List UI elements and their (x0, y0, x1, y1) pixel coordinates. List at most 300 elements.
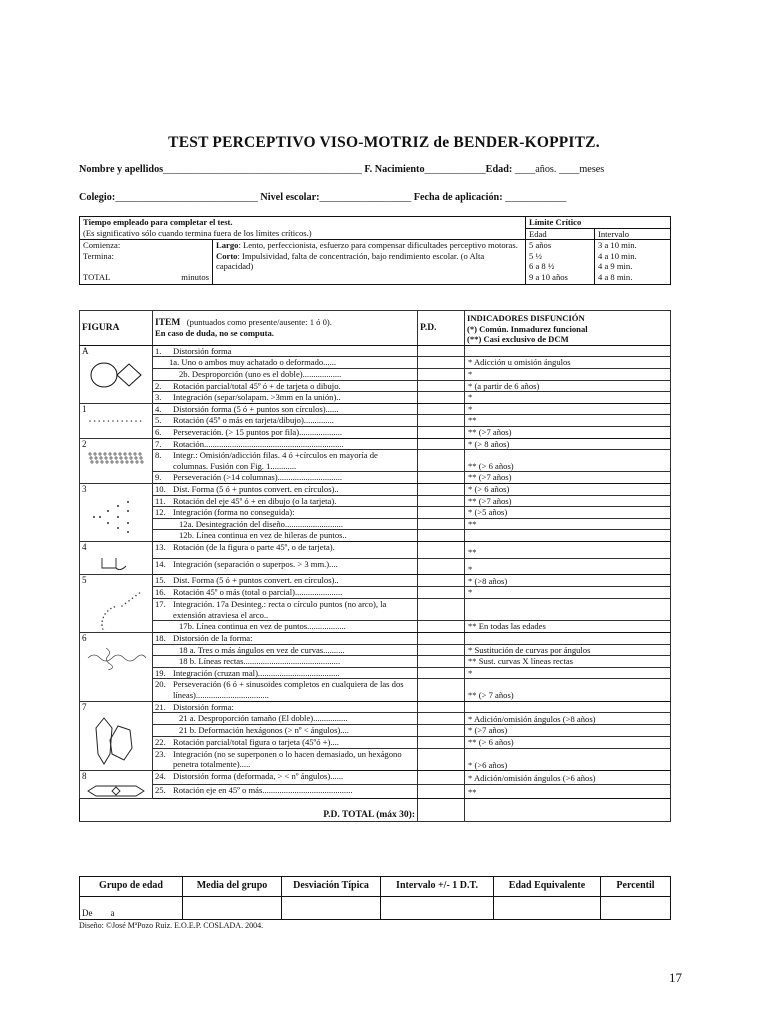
pd-score-cell[interactable] (418, 450, 465, 472)
indicator-cell: ** (> 6 años) (465, 736, 671, 748)
total-row (80, 798, 671, 821)
anos-field[interactable]: ____ (514, 164, 536, 175)
pd-score-cell[interactable] (418, 472, 465, 484)
item-cell (153, 701, 418, 713)
total-score-cell[interactable] (418, 798, 465, 821)
table-row (80, 713, 671, 725)
item-number: 10. (155, 483, 166, 494)
pd-score-cell[interactable] (418, 530, 465, 542)
figure-label: 6 (82, 633, 87, 644)
time-title-cell (80, 217, 526, 240)
item-text: 18 a. Tres o más ángulos en vez de curvas.......... (179, 644, 345, 655)
item-text: 21 b. Deformación hexágonos (> nº < ángulos).... (179, 725, 349, 736)
limite-title: Límite Crítico (526, 217, 670, 229)
indicator-cell (465, 345, 671, 357)
table-row (80, 426, 671, 438)
edad-value: 9 a 10 años (529, 271, 568, 282)
colegio-field[interactable]: ____________________________ (115, 192, 258, 203)
table-row (80, 679, 671, 701)
table-row (80, 357, 671, 369)
figure-sketch-icon (82, 416, 150, 426)
grupo-edad-value[interactable]: De a (80, 897, 183, 920)
indicator-cell: * Adicción u omisión ángulos (465, 357, 671, 369)
pd-score-cell[interactable] (418, 541, 465, 558)
fecha-label: Fecha de aplicación: (413, 192, 503, 203)
item-number (155, 645, 179, 656)
indicator-cell: * (465, 368, 671, 380)
indicator-cell: ** (465, 415, 671, 427)
item-number: 21. (155, 701, 166, 712)
col-grupo-edad: Grupo de edad (80, 877, 183, 897)
credit-line: Diseño: ©José MªPozo Ruiz. E.O.E.P. COSLADA. 2004. (79, 921, 264, 930)
pd-score-cell[interactable] (418, 392, 465, 404)
item-text: 18 b. Líneas rectas............................................. (179, 656, 341, 667)
intervalo-value[interactable] (381, 897, 494, 920)
item-cell (153, 598, 418, 620)
item-text: Distorsión forma (deformada, > < nº ángulos)...... (173, 771, 344, 782)
item-cell (153, 415, 418, 427)
item-number (155, 357, 169, 368)
nacimiento-field[interactable]: ____________ (424, 164, 486, 175)
item-number: 25. (155, 785, 166, 796)
figure-label: 5 (82, 575, 87, 586)
item-text: Perseveración (>14 columnas).............................. (173, 472, 343, 483)
item-cell (153, 507, 418, 519)
nacimiento-label: F. Nacimiento (364, 164, 425, 175)
col-intervalo-header: Intervalo (598, 228, 630, 239)
figure-cell (80, 345, 153, 403)
table-row (80, 725, 671, 737)
termina-label: Termina: (83, 250, 114, 261)
pd-score-cell[interactable] (418, 507, 465, 519)
pd-score-cell[interactable] (418, 771, 465, 785)
table-row (80, 518, 671, 530)
pd-score-cell[interactable] (418, 415, 465, 427)
item-number: 12. (155, 507, 166, 518)
indicator-cell: ** (465, 518, 671, 530)
indicator-cell: * (> 8 años) (465, 438, 671, 450)
total-label: TOTAL (83, 271, 111, 282)
indicadores-header (465, 311, 671, 346)
intervalo-cell (595, 240, 671, 285)
result-table (79, 876, 671, 920)
item-text: Perseveración (6 ó + sinusoides completos en cualquiera de las dos líneas).................................. (173, 679, 404, 701)
table-row (80, 667, 671, 679)
item-text: 2b. Desproporción (uno es el doble).................. (179, 368, 342, 379)
figure-cell (80, 633, 153, 702)
item-cell (153, 785, 418, 799)
item-header-note2: En caso de duda, no se computa. (155, 328, 274, 339)
indicator-cell: * (465, 667, 671, 679)
item-number: 4. (155, 403, 162, 414)
table-row (80, 483, 671, 495)
item-text: Distorsión forma: (173, 701, 234, 712)
item-cell (153, 357, 418, 369)
figure-label: 7 (82, 701, 87, 712)
item-header-note: (puntuados como presente/ausente: 1 ó 0). (186, 316, 332, 327)
edad-value: 5 ½ (529, 250, 542, 261)
item-cell (153, 771, 418, 785)
item-cell (153, 530, 418, 542)
item-number: 11. (155, 495, 166, 506)
pd-score-cell[interactable] (418, 495, 465, 507)
table-row (80, 392, 671, 404)
item-text: Rotación parcial/total figura o tarjeta (45ºó +).... (173, 736, 339, 747)
item-number: 17. (155, 598, 166, 609)
colegio-label: Colegio: (79, 192, 116, 203)
minutos-label: minutos (181, 271, 209, 282)
item-number: 3. (155, 392, 162, 403)
item-number: 7. (155, 438, 162, 449)
percentil-value[interactable] (601, 897, 671, 920)
nivel-label: Nivel escolar: (260, 192, 320, 203)
indicator-cell: * (>5 años) (465, 507, 671, 519)
table-row (80, 507, 671, 519)
table-row (80, 633, 671, 645)
item-number: 18. (155, 633, 166, 644)
item-cell (153, 656, 418, 668)
item-text: Integración (separación o superpos. > 3 mm.).... (173, 558, 338, 569)
indicator-cell (465, 598, 671, 620)
col-edad-equivalente: Edad Equivalente (494, 877, 601, 897)
item-text: Distorsión forma (5 ó + puntos son círculos)...... (173, 403, 339, 414)
desviacion-value[interactable] (282, 897, 381, 920)
pd-score-cell[interactable] (418, 656, 465, 668)
item-header (153, 311, 418, 346)
edad-label: Edad: (485, 164, 513, 175)
pd-score-cell[interactable] (418, 558, 465, 575)
item-number: 23. (155, 748, 166, 759)
item-text: Dist. Forma (5 ó + puntos convert. en círculos).. (173, 483, 339, 494)
limite-header-cell (526, 217, 671, 240)
item-number: 19. (155, 667, 166, 678)
indicator-cell: * (465, 392, 671, 404)
figure-sketch-icon (82, 714, 150, 770)
edad-equivalente-value[interactable] (494, 897, 601, 920)
nombre-field[interactable]: _______________________________________ (163, 164, 362, 175)
comienza-label: Comienza: (83, 240, 121, 251)
item-number: 15. (155, 575, 166, 586)
item-text: Integración (no se superponen o lo hacen demasiado, un hexágono penetra totalmente)..... (173, 748, 402, 770)
nivel-field[interactable]: __________________ (319, 192, 412, 203)
figure-sketch-icon (82, 358, 150, 392)
largo-text: : Lento, perfeccionista, esfuerzo para compensar dificultades perceptivo motoras. (238, 240, 518, 251)
time-desc-cell (213, 240, 526, 285)
edad-value: 5 años (529, 240, 552, 251)
item-number: 24. (155, 771, 166, 782)
figure-label: 3 (82, 483, 87, 494)
intervalo-value: 4 a 10 min. (598, 250, 637, 261)
indicator-cell: * (>8 años) (465, 575, 671, 587)
pd-score-cell[interactable] (418, 380, 465, 392)
item-text: 17b. Línea continua en vez de puntos.................. (179, 621, 346, 632)
table-row (80, 530, 671, 542)
indicator-cell: * (465, 587, 671, 599)
figure-cell (80, 701, 153, 771)
table-row (80, 415, 671, 427)
item-cell (153, 472, 418, 484)
figure-label: 2 (82, 438, 87, 449)
header-line-1 (79, 164, 679, 175)
figure-sketch-icon (82, 451, 150, 465)
indicator-cell: ** (>7 años) (465, 495, 671, 507)
indicator-cell (465, 701, 671, 713)
indicadores-comun: (*) Común. Inmadurez funcional (467, 323, 588, 334)
table-row (80, 587, 671, 599)
item-cell (153, 575, 418, 587)
table-row (80, 450, 671, 472)
media-value[interactable] (183, 897, 282, 920)
pd-score-cell[interactable] (418, 587, 465, 599)
edad-cell (526, 240, 595, 285)
table-row (80, 403, 671, 415)
intervalo-value: 4 a 8 min. (598, 271, 633, 282)
item-cell (153, 495, 418, 507)
time-table (79, 216, 671, 285)
figure-sketch-icon (82, 588, 150, 632)
item-cell (153, 368, 418, 380)
corto-text: : Impulsividad, falta de concentración, bajo rendimiento escolar. (o Alta capacidad) (216, 250, 485, 272)
item-text: Integración (forma no conseguida): (173, 507, 295, 518)
item-number (155, 725, 179, 736)
edad-value: 6 a 8 ½ (529, 261, 555, 272)
item-text: Integr.: Omisión/adicción filas. 4 ó +círculos en mayoría de columnas. Fusión con Fig. 1............ (173, 450, 378, 471)
pd-score-cell[interactable] (418, 644, 465, 656)
table-row (80, 380, 671, 392)
figure-cell (80, 438, 153, 483)
indicator-cell: * (> 6 años) (465, 483, 671, 495)
figure-sketch-icon (82, 497, 150, 537)
item-cell (153, 621, 418, 633)
anos-label: años. (535, 164, 557, 175)
item-number (155, 519, 179, 530)
figure-sketch-icon (82, 646, 150, 670)
pd-score-cell[interactable] (418, 518, 465, 530)
indicator-cell: ** (465, 785, 671, 799)
indicator-cell: ** (>7 años) (465, 472, 671, 484)
col-edad-header: Edad (526, 229, 595, 240)
table-row (80, 785, 671, 799)
item-number: 14. (155, 558, 166, 569)
table-row (80, 748, 671, 771)
pd-score-cell[interactable] (418, 345, 465, 357)
table-row (80, 644, 671, 656)
item-cell (153, 748, 418, 771)
item-text: Rotación................................................................. (173, 438, 344, 449)
meses-label: meses (579, 164, 605, 175)
intervalo-value: 3 a 10 min. (598, 240, 637, 251)
col-percentil: Percentil (601, 877, 671, 897)
table-row (80, 575, 671, 587)
pd-score-cell[interactable] (418, 785, 465, 799)
pd-score-cell[interactable] (418, 403, 465, 415)
indicator-cell (465, 633, 671, 645)
figure-label: A (82, 345, 89, 356)
figure-cell (80, 403, 153, 438)
col-media: Media del grupo (183, 877, 282, 897)
item-cell (153, 345, 418, 357)
item-number: 6. (155, 426, 162, 437)
header-line-2 (79, 192, 679, 203)
item-cell (153, 679, 418, 701)
item-text: Rotación parcial/total 45º ó + de tarjeta o dibujo. (173, 380, 341, 391)
table-row (80, 541, 671, 558)
item-text: Perseveración. (> 15 puntos por fila).................... (173, 426, 343, 437)
indicator-cell: ** Sust. curvas X líneas rectas (465, 656, 671, 668)
table-row (80, 438, 671, 450)
pd-score-cell[interactable] (418, 725, 465, 737)
item-number (155, 621, 179, 632)
item-cell (153, 633, 418, 645)
item-cell (153, 587, 418, 599)
item-text: Rotación eje en 45º o más.......................................... (173, 785, 353, 796)
pd-score-cell[interactable] (418, 368, 465, 380)
pd-score-cell[interactable] (418, 357, 465, 369)
item-cell (153, 483, 418, 495)
indicator-cell: * Adición/omisión ángulos (>6 años) (465, 771, 671, 785)
item-cell (153, 558, 418, 575)
item-text: 1a. Uno o ambos muy achatado o deformado...... (169, 357, 337, 368)
table-row (80, 345, 671, 357)
item-text: Integración (cruzan mal)...................................... (173, 667, 340, 678)
table-row (80, 656, 671, 668)
pd-score-cell[interactable] (418, 621, 465, 633)
figure-cell (80, 541, 153, 575)
indicator-cell: ** (>7 años) (465, 426, 671, 438)
item-text: 21 a. Desproporción tamaño (El doble)................ (179, 713, 348, 724)
indicator-cell (465, 530, 671, 542)
figure-label: 4 (82, 541, 87, 552)
item-cell (153, 725, 418, 737)
table-row (80, 771, 671, 785)
scoring-body (80, 345, 671, 821)
indicator-cell: * Sustitución de curvas por ángulos (465, 644, 671, 656)
figure-cell (80, 771, 153, 799)
item-text: Integración (separ/solapam. >3mm en la unión).. (173, 392, 341, 403)
item-number: 13. (155, 541, 166, 552)
indicator-cell: ** (> 6 años) (465, 450, 671, 472)
item-text: Integración. 17a Desinteg.: recta o círculo puntos (no arco), la extensión atraviesa el arco.. (173, 598, 387, 620)
item-number (155, 530, 179, 541)
table-row (80, 368, 671, 380)
indicadores-title: INDICADORES DISFUNCIÓN (467, 313, 585, 323)
item-cell (153, 438, 418, 450)
item-text: Distorsión forma (173, 345, 232, 356)
indicator-cell: * Adición/omisión ángulos (>8 años) (465, 713, 671, 725)
scoring-table (79, 310, 671, 822)
item-header-label: ITEM (155, 317, 181, 328)
item-text: Rotación del eje 45º ó + en dibujo (o la tarjeta). (173, 495, 337, 506)
pd-score-cell[interactable] (418, 736, 465, 748)
item-cell (153, 667, 418, 679)
item-number: 9. (155, 472, 162, 483)
indicator-cell: * (a partir de 6 años) (465, 380, 671, 392)
pd-score-cell[interactable] (418, 667, 465, 679)
meses-field[interactable]: ____ (559, 164, 580, 175)
item-cell (153, 450, 418, 472)
item-cell (153, 713, 418, 725)
table-row (80, 701, 671, 713)
pd-score-cell[interactable] (418, 426, 465, 438)
item-cell (153, 403, 418, 415)
pd-score-cell[interactable] (418, 483, 465, 495)
indicator-cell: * (465, 558, 671, 575)
pd-header: P.D. (418, 311, 465, 346)
total-label: P.D. TOTAL (máx 30): (80, 798, 418, 821)
table-row (80, 495, 671, 507)
item-cell (153, 541, 418, 558)
pd-score-cell[interactable] (418, 713, 465, 725)
total-empty-cell (465, 798, 671, 821)
figure-sketch-icon (82, 554, 150, 574)
indicadores-dcm: (**) Casi exclusivo de DCM (467, 334, 569, 345)
indicator-cell: ** (465, 541, 671, 558)
item-number (155, 369, 179, 380)
indicator-cell: * (>6 años) (465, 748, 671, 771)
col-desviacion: Desviación Típica (282, 877, 381, 897)
time-subtitle: (Es significativo sólo cuando termina fuera de los límites críticos.) (83, 227, 312, 238)
indicator-cell: * (465, 403, 671, 415)
item-number (155, 656, 179, 667)
item-number: 8. (155, 450, 162, 461)
item-text: 12b. Línea continua en vez de hileras de puntos.. (179, 530, 347, 541)
table-row (80, 621, 671, 633)
item-number (155, 713, 179, 724)
item-cell (153, 736, 418, 748)
item-cell (153, 426, 418, 438)
time-title: Tiempo empleado para completar el test. (83, 217, 233, 227)
figura-header: FIGURA (80, 311, 153, 346)
item-number: 20. (155, 679, 166, 690)
item-text: Rotación (45º o más en tarjeta/dibujo).............. (173, 415, 334, 426)
item-cell (153, 392, 418, 404)
pd-score-cell[interactable] (418, 633, 465, 645)
page-title: TEST PERCEPTIVO VISO-MOTRIZ de BENDER-KOPPITZ. (168, 134, 600, 151)
item-cell (153, 518, 418, 530)
item-text: Rotación (de la figura o parte 45º, o de tarjeta). (173, 541, 335, 552)
pd-score-cell[interactable] (418, 598, 465, 620)
figure-cell (80, 575, 153, 633)
item-text: Dist. Forma (5 ó + puntos convert. en círculos).. (173, 575, 339, 586)
intervalo-value: 4 a 9 min. (598, 261, 633, 272)
pd-score-cell[interactable] (418, 575, 465, 587)
table-row (80, 558, 671, 575)
item-number: 5. (155, 415, 162, 426)
pd-score-cell[interactable] (418, 748, 465, 771)
item-text: 12a. Desintegración del diseño........................... (179, 518, 343, 529)
indicator-cell: ** (> 7 años) (465, 679, 671, 701)
fecha-field[interactable]: ____________ (505, 192, 567, 203)
nombre-label: Nombre y apellidos (79, 164, 164, 175)
time-labels-cell (80, 240, 213, 285)
indicator-cell: ** En todas las edades (465, 621, 671, 633)
pd-score-cell[interactable] (418, 438, 465, 450)
item-number: 1. (155, 345, 162, 356)
item-cell (153, 644, 418, 656)
table-row (80, 736, 671, 748)
item-cell (153, 380, 418, 392)
page-number: 17 (669, 970, 682, 985)
largo-label: Largo (216, 240, 239, 251)
indicator-cell: * (>7 años) (465, 725, 671, 737)
item-text: Distorsión de la forma: (173, 633, 253, 644)
col-intervalo: Intervalo +/- 1 D.T. (381, 877, 494, 897)
item-number: 22. (155, 736, 166, 747)
pd-score-cell[interactable] (418, 679, 465, 701)
figure-cell (80, 483, 153, 541)
pd-score-cell[interactable] (418, 701, 465, 713)
item-number: 2. (155, 380, 162, 391)
